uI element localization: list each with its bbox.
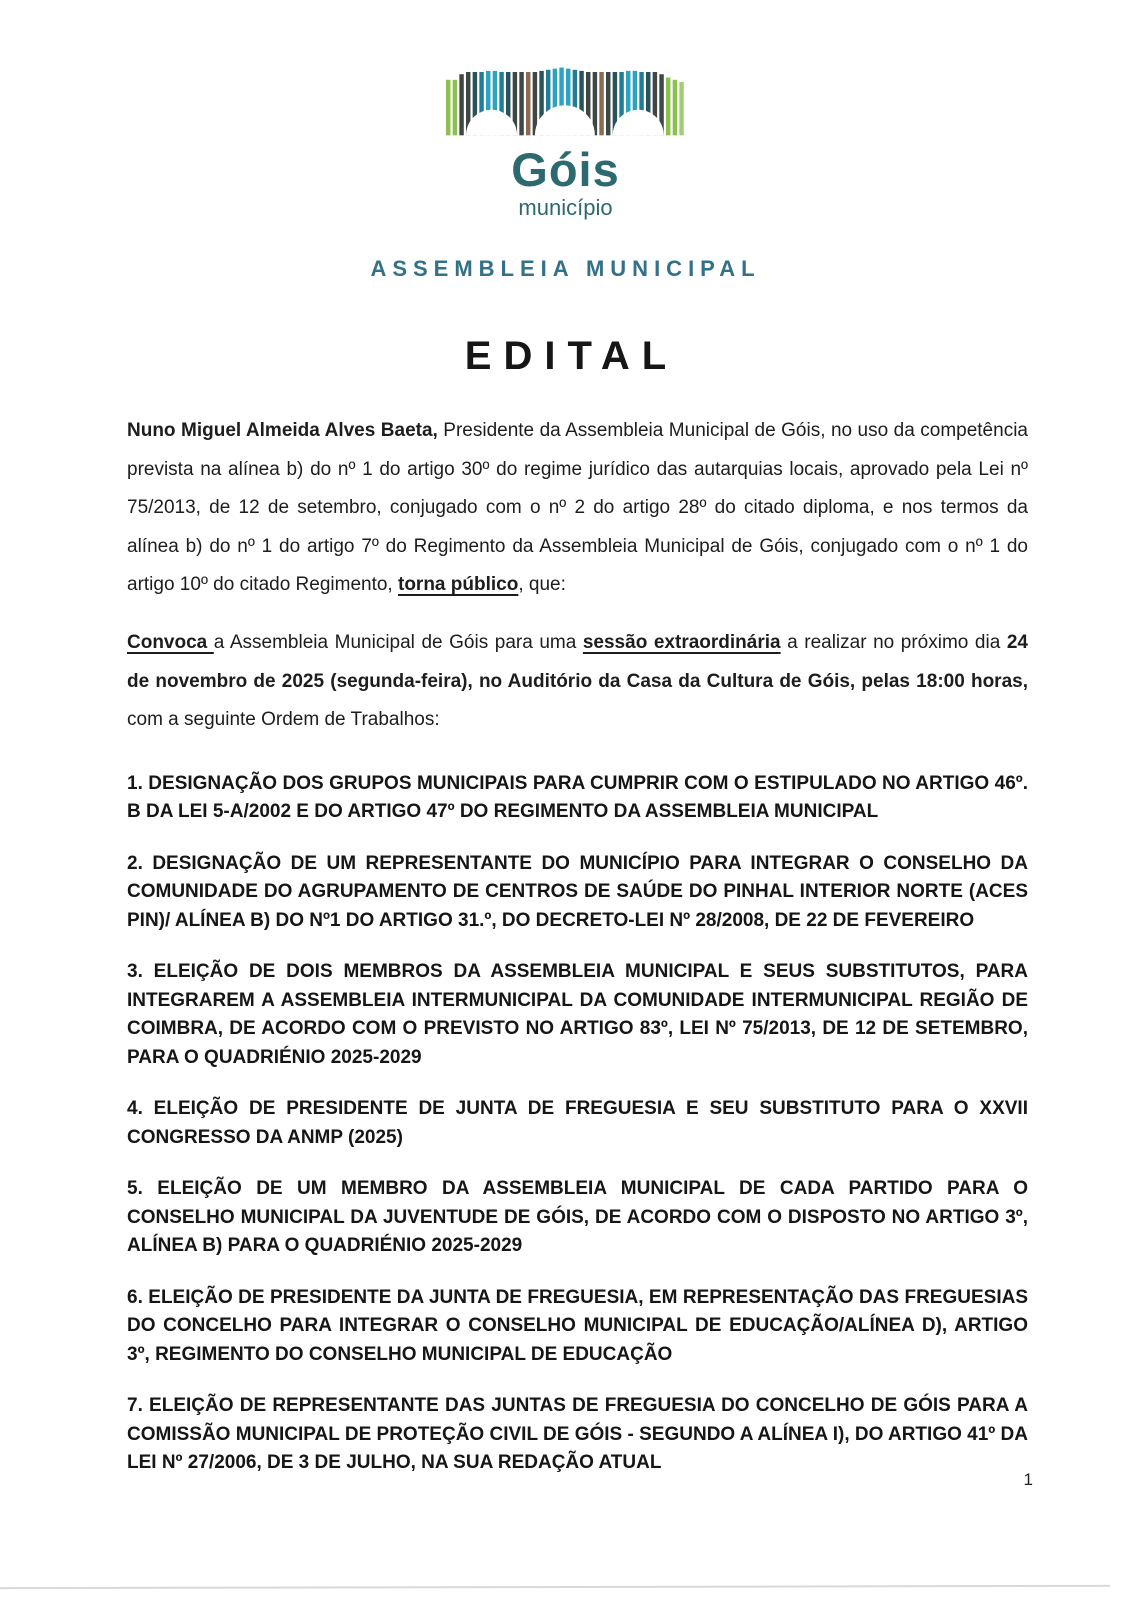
agenda-item-4: 4. ELEIÇÃO DE PRESIDENTE DE JUNTA DE FREGUESIA E SEU SUBSTITUTO PARA O XXVII CONGRESSO DA ANMP (2025) [127, 1098, 1028, 1148]
convoca-phrase: Convoca [127, 631, 214, 653]
document-body [0, 412, 1131, 1478]
municipality-name: Góis [511, 143, 620, 196]
intro-text-2: , que: [518, 574, 566, 596]
intro-text-1: Presidente da Assembleia Municipal de Góis, no uso da competência prevista na alínea b) do nº 1 do artigo 30º do regime jurídico das autarquias locais, aprovado pela Lei nº 75/2013, de 12 de setembro, conjugado com o nº 2 do artigo 28º do citado diploma, e nos termos da alínea b) do nº 1 do artigo 7º do Regimento da Assembleia Municipal de Góis, conjugado com o nº 1 do artigo 10º do citado Regimento, [127, 420, 1028, 596]
org-title: ASSEMBLEIA MUNICIPAL [370, 256, 761, 282]
agenda-item-5: 5. ELEIÇÃO DE UM MEMBRO DA ASSEMBLEIA MUNICIPAL DE CADA PARTIDO PARA O CONSELHO MUNICIPAL DA JUVENTUDE DE GÓIS, DE ACORDO COM O DISPOSTO NO ARTIGO 3º, ALÍNEA B) PARA O QUADRIÉNIO 2025-2029 [127, 1178, 1028, 1257]
agenda-item-6: 6. ELEIÇÃO DE PRESIDENTE DA JUNTA DE FREGUESIA, EM REPRESENTAÇÃO DAS FREGUESIAS DO CONCELHO PARA INTEGRAR O CONSELHO MUNICIPAL DE EDUCAÇÃO/ALÍNEA D), ARTIGO 3º, REGIMENTO DO CONSELHO MUNICIPAL DE EDUCAÇÃO [127, 1286, 1028, 1365]
session-type-phrase: sessão extraordinária [582, 631, 781, 653]
session-datetime-venue: 24 de novembro de 2025 (segunda-feira), no Auditório da Casa da Cultura de Góis, pelas 18:00 horas, [127, 631, 1028, 692]
document-title: EDITAL [464, 334, 679, 379]
president-name: Nuno Miguel Almeida Alves Baeta, [127, 420, 438, 442]
torna-publico-phrase: torna público [398, 574, 519, 596]
agenda-item-3: 3. ELEIÇÃO DE DOIS MEMBROS DA ASSEMBLEIA MUNICIPAL E SEUS SUBSTITUTOS, PARA INTEGRAREM A ASSEMBLEIA INTERMUNICIPAL DA COMUNIDADE INTERMUNICIPAL REGIÃO DE COIMBRA, DE ACORDO COM O PREVISTO NO ARTIGO 83º, LEI Nº 75/2013, DE 12 DE SETEMBRO, PARA O QUADRIÉNIO 2025-2029 [127, 961, 1028, 1068]
bridge-logo-icon [0, 62, 1131, 142]
scan-edge-artifact [0, 1585, 1110, 1589]
convocation-text-2: a realizar no próximo dia [780, 631, 1007, 653]
agenda-item-2: 2. DESIGNAÇÃO DE UM REPRESENTANTE DO MUNICÍPIO PARA INTEGRAR O CONSELHO DA COMUNIDADE DO AGRUPAMENTO DE CENTROS DE SAÚDE DO PINHAL INTERIOR NORTE (ACES PIN)/ ALÍNEA B) DO Nº1 DO ARTIGO 31.º, DO DECRETO-LEI Nº 28/2008, DE 22 DE FEVEREIRO [127, 852, 1028, 931]
convocation-paragraph [127, 624, 1028, 740]
convocation-text-3: com a seguinte Ordem de Trabalhos: [127, 709, 440, 731]
agenda-item-1: 1. DESIGNAÇÃO DOS GRUPOS MUNICIPAIS PARA CUMPRIR COM O ESTIPULADO NO ARTIGO 46º. B DA LEI 5-A/2002 E DO ARTIGO 47º DO REGIMENTO DA ASSEMBLEIA MUNICIPAL [127, 772, 1028, 823]
masthead [0, 0, 1131, 282]
intro-paragraph [127, 412, 1028, 605]
page-number: 1 [1023, 1470, 1033, 1489]
agenda-item-7: 7. ELEIÇÃO DE REPRESENTANTE DAS JUNTAS DE FREGUESIA DO CONCELHO DE GÓIS PARA A COMISSÃO MUNICIPAL DE PROTEÇÃO CIVIL DE GÓIS - SEGUNDO A ALÍNEA I), DO ARTIGO 41º DA LEI Nº 27/2006, DE 3 DE JULHO, NA SUA REDAÇÃO ATUAL [127, 1395, 1028, 1474]
municipality-subtitle: município [518, 194, 613, 220]
agenda-list [127, 770, 1028, 1478]
convocation-text-1: a Assembleia Municipal de Góis para uma [213, 631, 583, 653]
